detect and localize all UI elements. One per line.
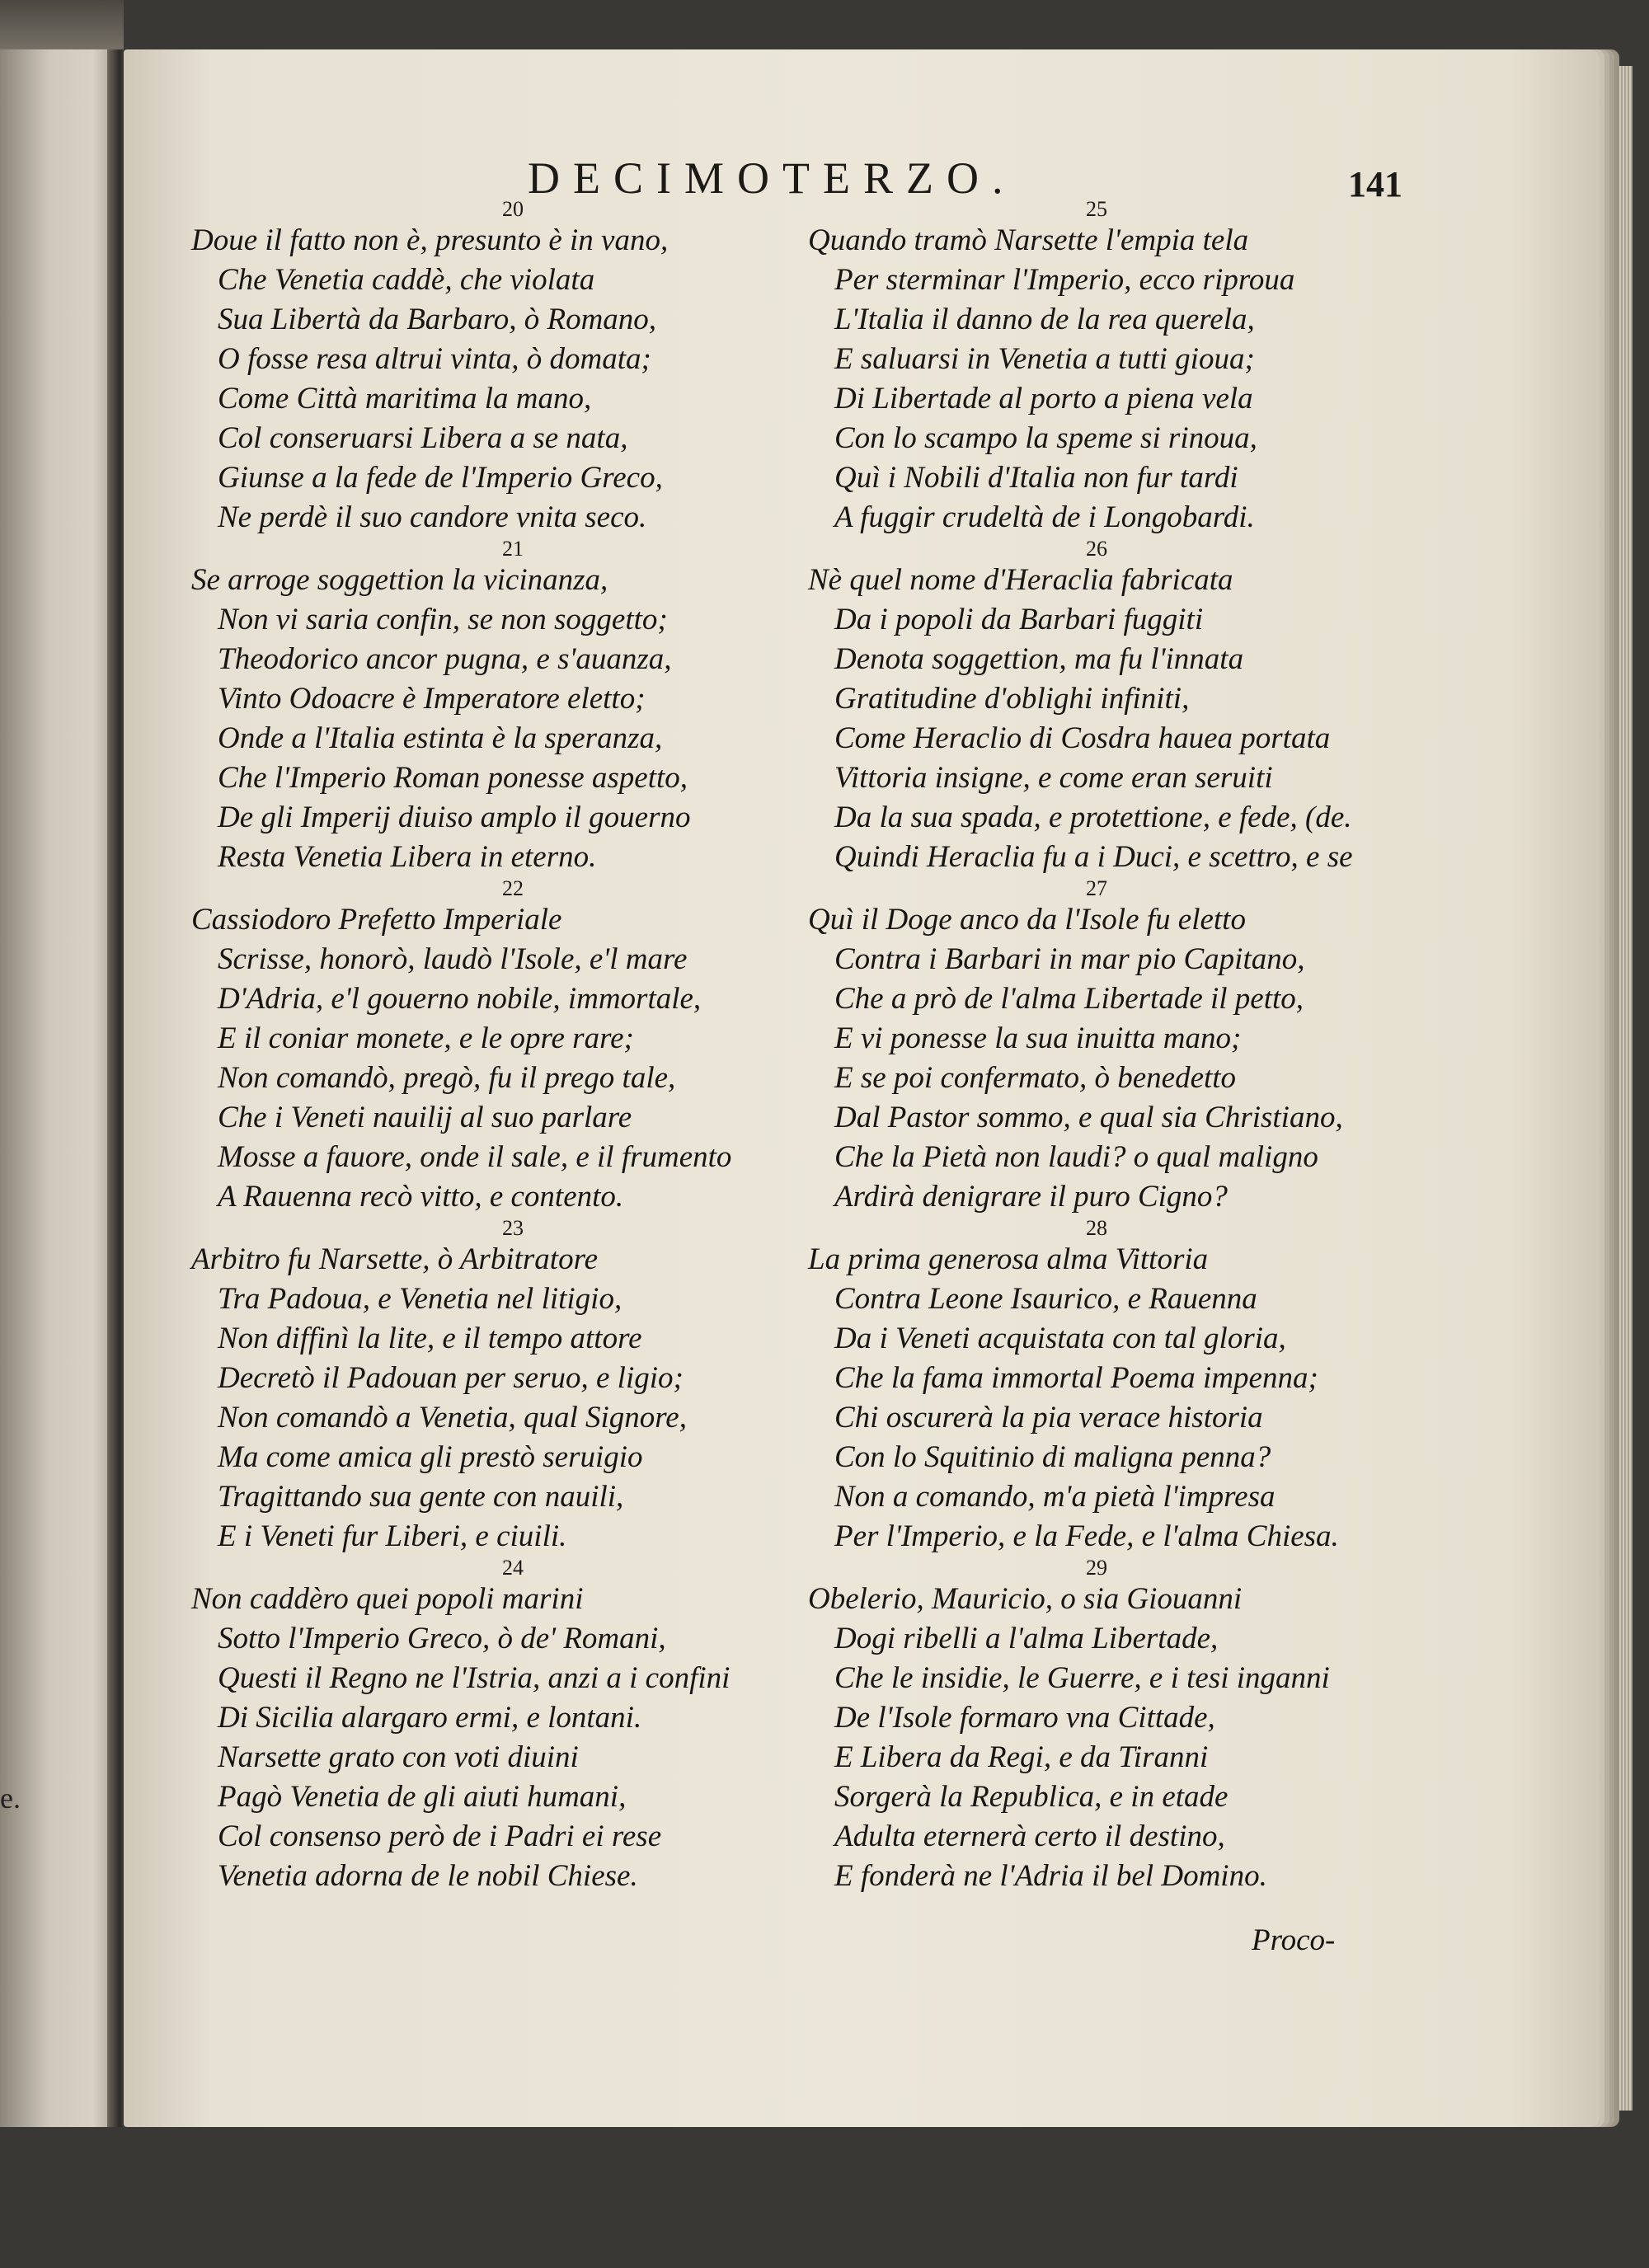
stanza bbox=[191, 198, 834, 538]
verse-line: D'Adria, e'l gouerno nobile, immortale, bbox=[218, 982, 702, 1016]
verse-line: Come Heraclio di Cosdra hauea portata bbox=[834, 721, 1331, 755]
verse-line: Tragittando sua gente con nauili, bbox=[218, 1480, 624, 1514]
verse-line: Scrisse, honorò, laudò l'Isole, e'l mare bbox=[218, 942, 688, 976]
stanza bbox=[191, 1557, 834, 1896]
verse-line: Pagò Venetia de gli aiuti humani, bbox=[218, 1780, 627, 1814]
verse-line: A Rauenna recò vitto, e contento. bbox=[218, 1180, 624, 1214]
left-column bbox=[191, 198, 834, 1896]
verse-line: Cassiodoro Prefetto Imperiale bbox=[191, 903, 562, 937]
verse-line: Tra Padoua, e Venetia nel litigio, bbox=[218, 1282, 622, 1316]
left-page bbox=[0, 49, 124, 2127]
left-page-fragment: e. bbox=[0, 1782, 21, 1815]
verse-line: E vi ponesse la sua inuitta mano; bbox=[834, 1021, 1242, 1055]
verse-line: Chi oscurerà la pia verace historia bbox=[834, 1401, 1263, 1435]
verse-line: Theodorico ancor pugna, e s'auanza, bbox=[218, 642, 672, 676]
verse-line: L'Italia il danno de la rea querela, bbox=[834, 303, 1255, 336]
verse-line: Ardirà denigrare il puro Cigno? bbox=[834, 1180, 1228, 1214]
verse-line: Sorgerà la Republica, e in etade bbox=[834, 1780, 1229, 1814]
page-number: 141 bbox=[1348, 164, 1402, 204]
verse-line: De gli Imperij diuiso amplo il gouerno bbox=[218, 801, 691, 834]
verse-line: Col conseruarsi Libera a se nata, bbox=[218, 421, 628, 455]
verse-line: Quì i Nobili d'Italia non fur tardi bbox=[834, 461, 1238, 495]
stanza-number: 23 bbox=[502, 1216, 524, 1240]
verse-line: Venetia adorna de le nobil Chiese. bbox=[218, 1859, 638, 1893]
verse-line: Non vi saria confin, se non soggetto; bbox=[218, 603, 668, 636]
page-heading: DECIMOTERZO. bbox=[528, 153, 1017, 203]
stanza-number: 27 bbox=[1086, 876, 1107, 900]
verse-line: Da la sua spada, e protettione, e fede, (de. bbox=[834, 801, 1352, 834]
verse-line: Che la Pietà non laudi? o qual maligno bbox=[834, 1140, 1318, 1174]
verse-line: E se poi confermato, ò benedetto bbox=[834, 1061, 1237, 1095]
verse-line: Che a prò de l'alma Libertade il petto, bbox=[834, 982, 1304, 1016]
verse-line: Non comandò a Venetia, qual Signore, bbox=[218, 1401, 687, 1435]
verse-line: Che i Veneti nauilij al suo parlare bbox=[218, 1101, 632, 1134]
verse-line: Quindi Heraclia fu a i Duci, e scettro, e se bbox=[834, 840, 1353, 874]
verse-line: La prima generosa alma Vittoria bbox=[808, 1242, 1209, 1276]
verse-line: Ma come amica gli prestò seruigio bbox=[218, 1440, 643, 1474]
verse-line: Narsette grato con voti diuini bbox=[218, 1740, 579, 1774]
catchword: Proco- bbox=[1252, 1923, 1336, 1957]
verse-line: Sotto l'Imperio Greco, ò de' Romani, bbox=[218, 1622, 666, 1655]
verse-line: Con lo scampo la speme si rinoua, bbox=[834, 421, 1257, 455]
stanza bbox=[808, 198, 1385, 538]
verse-line: Non diffinì la lite, e il tempo attore bbox=[218, 1322, 642, 1355]
verse-line: Questi il Regno ne l'Istria, anzi a i confini bbox=[218, 1661, 731, 1695]
verse-line: E Libera da Regi, e da Tiranni bbox=[834, 1740, 1209, 1774]
verse-line: Come Città maritima la mano, bbox=[218, 382, 592, 416]
running-head bbox=[0, 107, 1649, 204]
stanza bbox=[808, 1557, 1385, 1896]
verse-line: Di Sicilia alargaro ermi, e lontani. bbox=[218, 1701, 642, 1735]
verse-line: Non comandò, pregò, fu il prego tale, bbox=[218, 1061, 676, 1095]
verse-line: E il coniar monete, e le opre rare; bbox=[218, 1021, 634, 1055]
stanza-number: 20 bbox=[502, 197, 524, 221]
right-column bbox=[808, 198, 1385, 1896]
verse-line: Nè quel nome d'Heraclia fabricata bbox=[808, 563, 1233, 597]
stanza bbox=[808, 538, 1385, 877]
stanza-number: 28 bbox=[1086, 1216, 1107, 1240]
stanza-number: 22 bbox=[502, 876, 524, 900]
verse-line: Quì il Doge anco da l'Isole fu eletto bbox=[808, 903, 1246, 937]
verse-line: Da i popoli da Barbari fuggiti bbox=[834, 603, 1204, 636]
verse-line: Che la fama immortal Poema impenna; bbox=[834, 1361, 1318, 1395]
stanza-number: 21 bbox=[502, 537, 524, 561]
verse-line: Mosse a fauore, onde il sale, e il frumento bbox=[218, 1140, 732, 1174]
verse-line: Resta Venetia Libera in eterno. bbox=[218, 840, 597, 874]
stanza bbox=[191, 538, 834, 877]
verse-line: E fonderà ne l'Adria il bel Domino. bbox=[834, 1859, 1267, 1893]
verse-line: Dal Pastor sommo, e qual sia Christiano, bbox=[834, 1101, 1343, 1134]
verse-line: Dogi ribelli a l'alma Libertade, bbox=[834, 1622, 1219, 1655]
verse-line: Da i Veneti acquistata con tal gloria, bbox=[834, 1322, 1286, 1355]
verse-line: Sua Libertà da Barbaro, ò Romano, bbox=[218, 303, 657, 336]
verse-line: Vinto Odoacre è Imperatore eletto; bbox=[218, 682, 646, 716]
verse-line: Giunse a la fede de l'Imperio Greco, bbox=[218, 461, 663, 495]
stanza bbox=[808, 877, 1385, 1217]
verse-line: Obelerio, Mauricio, o sia Giouanni bbox=[808, 1582, 1243, 1616]
stanza-number: 24 bbox=[502, 1556, 524, 1580]
verse-line: E i Veneti fur Liberi, e ciuili. bbox=[218, 1519, 567, 1553]
verse-line: Contra Leone Isaurico, e Rauenna bbox=[834, 1282, 1257, 1316]
verse-line: Arbitro fu Narsette, ò Arbitratore bbox=[191, 1242, 599, 1276]
verse-line: E saluarsi in Venetia a tutti gioua; bbox=[834, 342, 1255, 376]
verse-line: Per l'Imperio, e la Fede, e l'alma Chiesa. bbox=[834, 1519, 1339, 1553]
stanza-number: 25 bbox=[1086, 197, 1107, 221]
verse-line: Ne perdè il suo candore vnita seco. bbox=[218, 500, 647, 534]
verse-line: Con lo Squitinio di maligna penna? bbox=[834, 1440, 1271, 1474]
verse-line: Contra i Barbari in mar pio Capitano, bbox=[834, 942, 1305, 976]
verse-line: Col consenso però de i Padri ei rese bbox=[218, 1820, 662, 1853]
verse-line: Se arroge soggettion la vicinanza, bbox=[191, 563, 608, 597]
verse-line: Gratitudine d'oblighi infiniti, bbox=[834, 682, 1190, 716]
verse-line: Per sterminar l'Imperio, ecco riproua bbox=[834, 263, 1295, 297]
verse-line: Decretò il Padouan per seruo, e ligio; bbox=[218, 1361, 684, 1395]
verse-line: Che l'Imperio Roman ponesse aspetto, bbox=[218, 761, 688, 795]
stanza bbox=[191, 877, 834, 1217]
stanza bbox=[191, 1217, 834, 1557]
page-edges bbox=[1600, 66, 1633, 2111]
verse-line: Di Libertade al porto a piena vela bbox=[834, 382, 1253, 416]
verse-line: Vittoria insigne, e come eran seruiti bbox=[834, 761, 1273, 795]
stanza-number: 29 bbox=[1086, 1556, 1107, 1580]
stanza bbox=[808, 1217, 1385, 1557]
verse-line: Non a comando, m'a pietà l'impresa bbox=[834, 1480, 1276, 1514]
verse-line: A fuggir crudeltà de i Longobardi. bbox=[834, 500, 1255, 534]
verse-line: Che le insidie, le Guerre, e i tesi inganni bbox=[834, 1661, 1330, 1695]
verse-line: Quando tramò Narsette l'empia tela bbox=[808, 223, 1249, 257]
verse-line: Adulta eternerà certo il destino, bbox=[834, 1820, 1225, 1853]
verse-line: Che Venetia caddè, che violata bbox=[218, 263, 595, 297]
verse-line: Non caddèro quei popoli marini bbox=[191, 1582, 584, 1616]
verse-line: Denota soggettion, ma fu l'innata bbox=[834, 642, 1244, 676]
verse-line: Doue il fatto non è, presunto è in vano, bbox=[191, 223, 669, 257]
verse-line: De l'Isole formaro vna Cittade, bbox=[834, 1701, 1215, 1735]
verse-line: O fosse resa altrui vinta, ò domata; bbox=[218, 342, 651, 376]
stanza-number: 26 bbox=[1086, 537, 1107, 561]
verse-line: Onde a l'Italia estinta è la speranza, bbox=[218, 721, 663, 755]
